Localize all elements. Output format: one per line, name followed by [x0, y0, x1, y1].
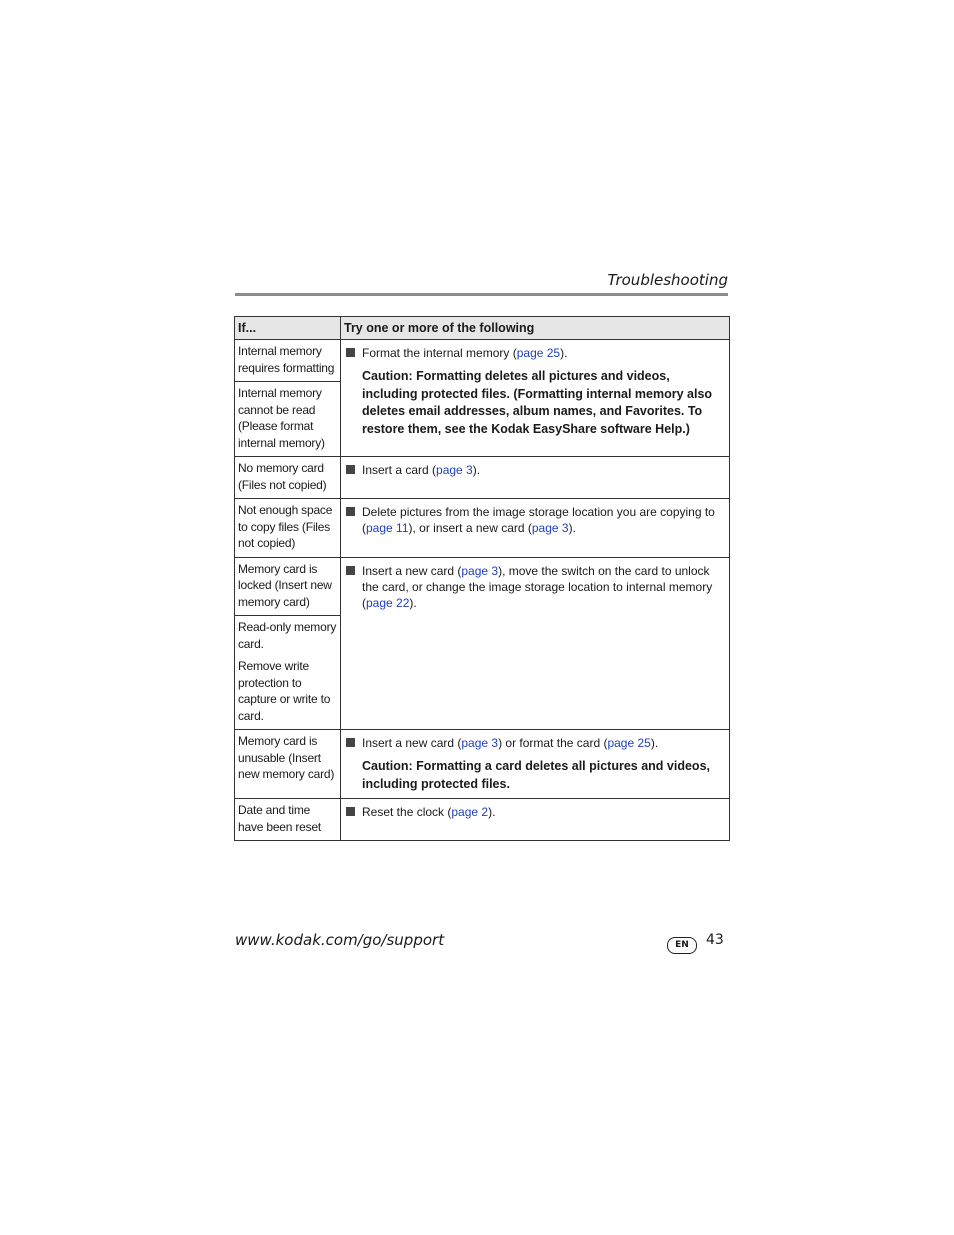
solution-cell — [341, 799, 730, 841]
page-link[interactable]: page 11 — [366, 521, 409, 535]
page-link[interactable]: page 3 — [461, 563, 499, 578]
square-bullet-icon — [346, 507, 355, 516]
page-link[interactable]: page 3 — [436, 463, 473, 477]
solution-cell — [341, 557, 730, 730]
solution-item: Insert a card (page 3). — [344, 462, 726, 478]
column-header-try: Try one or more of the following — [341, 317, 730, 340]
condition-cell — [235, 340, 341, 382]
square-bullet-icon — [346, 807, 355, 816]
solution-item: Reset the clock (page 2). — [344, 804, 726, 820]
solution-item: Insert a new card (page 3) or format the card (page 25). — [344, 735, 726, 751]
page-link[interactable]: page 25 — [516, 346, 561, 360]
condition-cell — [235, 382, 341, 457]
condition-text: Memory card is locked (Insert new memory card) — [238, 561, 332, 609]
page-link[interactable]: page 25 — [607, 736, 651, 750]
page-link[interactable]: page 2 — [451, 805, 489, 819]
solution-item: Format the internal memory (page 25). — [344, 345, 726, 361]
condition-text: No memory card (Files not copied) — [238, 461, 327, 492]
table-header-row — [235, 317, 730, 340]
table-row — [235, 557, 730, 616]
condition-text: Not enough space to copy files (Files not copied) — [238, 503, 333, 550]
page-link[interactable]: page 22 — [366, 595, 410, 610]
condition-text: Internal memory cannot be read (Please format internal memory) — [238, 386, 325, 450]
page-link[interactable]: page 3 — [531, 521, 569, 535]
column-header-if: If... — [235, 317, 341, 340]
language-badge: EN — [667, 937, 697, 954]
solution-cell — [341, 730, 730, 799]
condition-cell — [235, 799, 341, 841]
table-row — [235, 340, 730, 382]
condition-cell — [235, 457, 341, 499]
page-number: 43 — [706, 932, 724, 948]
header-rule — [235, 293, 728, 296]
condition-cell — [235, 730, 341, 799]
caution-note: Caution: Formatting deletes all pictures and videos, including protected files. (Formatting internal memory also deletes email addresses, album names, and Favorites. To restore them, see the Kodak EasyShare software Help.) — [362, 369, 713, 436]
support-url[interactable]: www.kodak.com/go/support — [235, 931, 445, 949]
table-row — [235, 730, 730, 799]
condition-cell — [235, 499, 341, 558]
solution-item: Insert a new card (page 3), move the switch on the card to unlock the card, or change the image storage location to internal memory (page 22). — [344, 563, 726, 611]
solution-cell — [341, 457, 730, 499]
solution-cell — [341, 340, 730, 457]
caution-note: Caution: Formatting a card deletes all pictures and videos, including protected files. — [362, 759, 710, 791]
condition-text: Date and time have been reset — [238, 803, 322, 834]
condition-text: Internal memory requires formatting — [238, 344, 335, 375]
solution-cell — [341, 499, 730, 558]
condition-cell — [235, 616, 341, 730]
table-row — [235, 499, 730, 558]
square-bullet-icon — [346, 738, 355, 747]
condition-cell — [235, 557, 341, 616]
square-bullet-icon — [346, 348, 355, 357]
troubleshooting-table — [234, 316, 730, 841]
condition-text: Memory card is unusable (Insert new memory card) — [238, 734, 335, 781]
solution-item: Delete pictures from the image storage location you are copying to (page 11), or insert a new card (page 3). — [344, 504, 726, 536]
page-link[interactable]: page 3 — [461, 736, 499, 750]
condition-text: Remove write protection to capture or write to card. — [238, 659, 331, 723]
square-bullet-icon — [346, 465, 355, 474]
section-title: Troubleshooting — [607, 271, 728, 289]
table-row — [235, 457, 730, 499]
condition-text: Read-only memory card. — [238, 620, 337, 651]
square-bullet-icon — [346, 566, 355, 575]
table-row — [235, 799, 730, 841]
